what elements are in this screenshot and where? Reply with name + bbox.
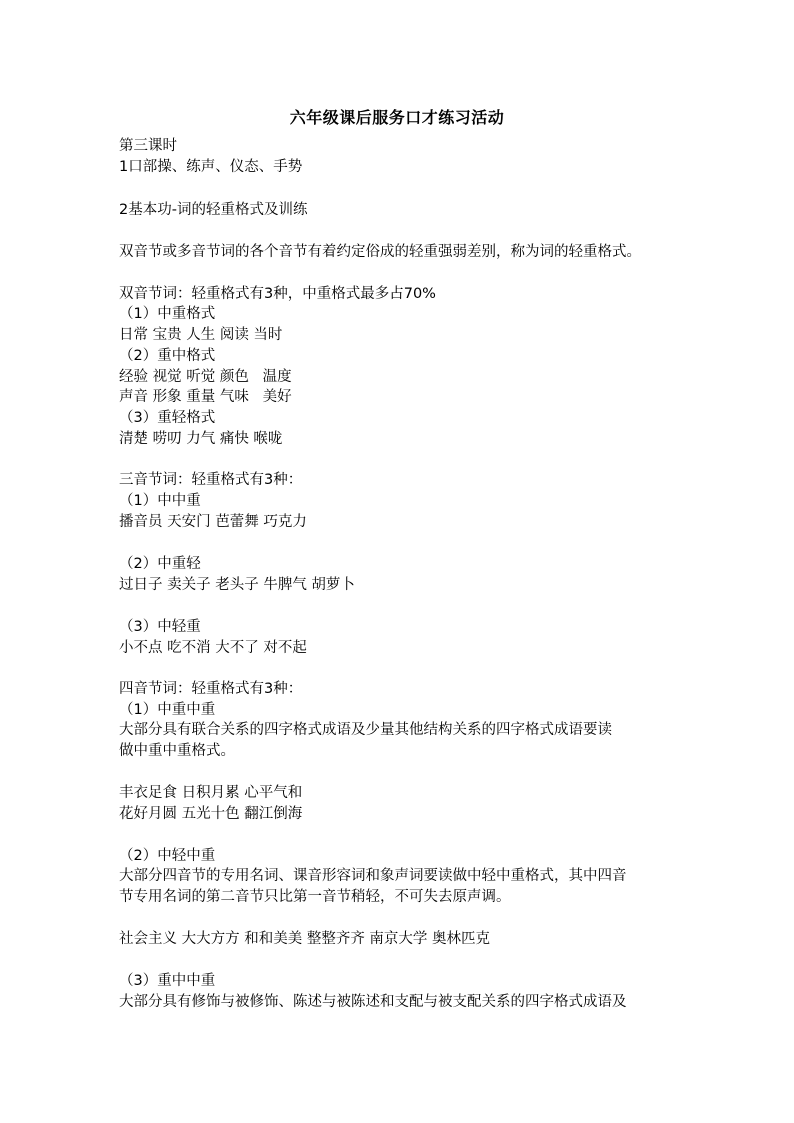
text-line: 经验 视觉 听觉 颜色 温度 <box>119 369 292 385</box>
text-line: （1）中中重 <box>119 493 201 509</box>
text-line: 双音节词：轻重格式有3种，中重格式最多占70% <box>119 286 436 302</box>
text-line: 双音节或多音节词的各个音节有着约定俗成的轻重强弱差别，称为词的轻重格式。 <box>119 244 641 260</box>
text-line: 花好月圆 五光十色 翻江倒海 <box>119 806 303 822</box>
text-line: 丰衣足食 日积月累 心平气和 <box>119 785 303 801</box>
text-line: 社会主义 大大方方 和和美美 整整齐齐 南京大学 奥林匹克 <box>119 931 491 947</box>
text-line: 过日子 卖关子 老头子 牛脾气 胡萝卜 <box>119 577 355 593</box>
text-line: 小不点 吃不消 大不了 对不起 <box>119 640 307 656</box>
text-line: 三音节词：轻重格式有3种： <box>119 472 303 488</box>
text-line: 四音节词：轻重格式有3种： <box>119 681 303 697</box>
text-line: （2）重中格式 <box>119 348 216 364</box>
text-line: 节专用名词的第二音节只比第一音节稍轻，不可失去原声调。 <box>119 889 511 905</box>
text-line: （2）中轻中重 <box>119 848 216 864</box>
text-line: 做中重中重格式。 <box>119 743 235 759</box>
text-line: 1口部操、练声、仪态、手势 <box>119 159 303 175</box>
text-line: 第三课时 <box>119 138 177 154</box>
text-line: （3）重轻格式 <box>119 410 216 426</box>
text-line: 大部分具有联合关系的四字格式成语及少量其他结构关系的四字格式成语要读 <box>119 722 612 738</box>
text-line: 声音 形象 重量 气味 美好 <box>119 389 292 405</box>
text-line: （1）中重格式 <box>119 306 216 322</box>
text-line: （1）中重中重 <box>119 702 216 718</box>
text-line: 大部分具有修饰与被修饰、陈述与被陈述和支配与被支配关系的四字格式成语及 <box>119 994 627 1010</box>
text-line: 日常 宝贵 人生 阅读 当时 <box>119 327 283 343</box>
text-line: （2）中重轻 <box>119 556 201 572</box>
text-line: （3）中轻重 <box>119 619 201 635</box>
text-line: （3）重中中重 <box>119 973 216 989</box>
document-title: 六年级课后服务口才练习活动 <box>289 108 505 127</box>
text-line: 2基本功-词的轻重格式及训练 <box>119 202 308 218</box>
text-line: 清楚 唠叨 力气 痛快 喉咙 <box>119 431 283 447</box>
text-line: 播音员 天安门 芭蕾舞 巧克力 <box>119 514 307 530</box>
text-line: 大部分四音节的专用名词、课音形容词和象声词要读做中轻中重格式，其中四音 <box>119 868 627 884</box>
